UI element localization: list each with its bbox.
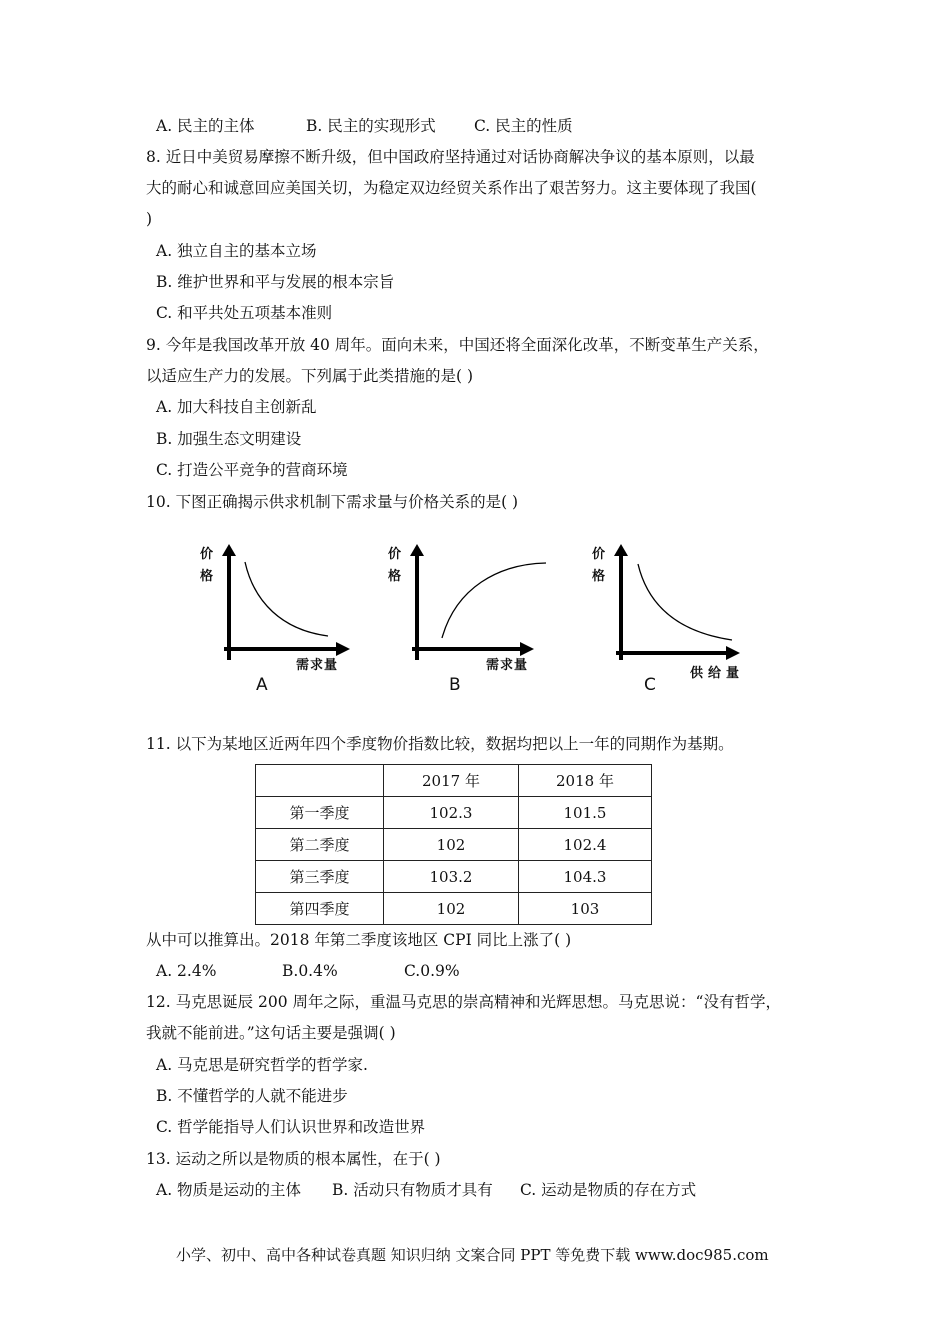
table-cell: 102: [384, 893, 519, 925]
table-cell: 103: [519, 893, 652, 925]
q9-option-a: A. 加大科技自主创新乱: [156, 398, 317, 416]
graph-b-letter: B: [449, 675, 461, 695]
table-row: [256, 861, 652, 893]
graph-a-y-arrow: [222, 544, 236, 556]
graph-a-xlabel: 需求量: [296, 658, 339, 673]
q7-option-c: C. 民主的性质: [474, 117, 573, 135]
q11-stem: 11. 以下为某地区近两年四个季度物价指数比较，数据均把以上一年的同期作为基期。: [146, 735, 734, 753]
q9-option-b: B. 加强生态文明建设: [156, 430, 302, 448]
graph-c: [582, 540, 772, 700]
graph-a: [190, 540, 380, 700]
q13-option-c: C. 运动是物质的存在方式: [520, 1181, 697, 1199]
graph-c-plot: [582, 540, 772, 670]
graph-a-x-arrow: [336, 642, 350, 656]
q12-option-c: C. 哲学能指导人们认识世界和改造世界: [156, 1118, 426, 1136]
table-cell: 第三季度: [256, 861, 384, 893]
graph-c-x-arrow: [726, 646, 740, 660]
q9-option-c: C. 打造公平竞争的营商环境: [156, 461, 348, 479]
table-cell: 101.5: [519, 797, 652, 829]
q10-stem: 10. 下图正确揭示供求机制下需求量与价格关系的是( ): [146, 493, 519, 511]
graph-b-xlabel: 需求量: [486, 658, 529, 673]
table-row: [256, 797, 652, 829]
table-cell: 第四季度: [256, 893, 384, 925]
table-cell: 102.3: [384, 797, 519, 829]
q12-stem-line2: 我就不能前进。”这句话主要是强调( ): [146, 1024, 396, 1042]
table-cell: 第二季度: [256, 829, 384, 861]
q9-stem-line1: 9. 今年是我国改革开放 40 周年。面向未来，中国还将全面深化改革，不断变革生产关系，: [146, 336, 769, 354]
q8-stem-line1: 8. 近日中美贸易摩擦不断升级，但中国政府坚持通过对话协商解决争议的基本原则，以最: [146, 148, 755, 166]
q11-option-a: A. 2.4%: [156, 962, 217, 980]
q8-option-b: B. 维护世界和平与发展的根本宗旨: [156, 273, 395, 291]
table-cell: 102: [384, 829, 519, 861]
q8-option-c: C. 和平共处五项基本准则: [156, 304, 333, 322]
cpi-table: [255, 764, 652, 925]
graph-b-ylabel: 价格: [388, 547, 402, 584]
graph-c-curve: [638, 564, 732, 640]
q7-option-a: A. 民主的主体: [156, 117, 255, 135]
q12-stem-line1: 12. 马克思诞辰 200 周年之际，重温马克思的崇高精神和光辉思想。马克思说：“没有哲学，: [146, 993, 781, 1011]
q12-option-a: A. 马克思是研究哲学的哲学家.: [156, 1056, 368, 1074]
graph-a-ylabel: 价格: [200, 547, 214, 584]
graph-a-letter: A: [256, 675, 268, 695]
graph-c-xlabel: 供给量: [690, 666, 745, 681]
q8-stem-line3: ): [146, 210, 153, 228]
table-cell: 104.3: [519, 861, 652, 893]
table-header-cell: 2018 年: [519, 765, 652, 797]
table-row: [256, 893, 652, 925]
table-header-cell: 2017 年: [384, 765, 519, 797]
table-row: [256, 829, 652, 861]
graph-a-curve: [245, 562, 328, 636]
table-header-row: [256, 765, 652, 797]
q13-stem: 13. 运动之所以是物质的根本属性，在于( ): [146, 1150, 441, 1168]
graph-b-curve: [442, 563, 546, 638]
q11-option-c: C.0.9%: [404, 962, 460, 980]
q9-stem-line2: 以适应生产力的发展。下列属于此类措施的是( ): [146, 367, 474, 385]
graph-b: [378, 540, 568, 700]
table-cell: 103.2: [384, 861, 519, 893]
q7-option-b: B. 民主的实现形式: [306, 117, 436, 135]
q8-option-a: A. 独立自主的基本立场: [156, 242, 317, 260]
graph-c-ylabel: 价格: [592, 547, 606, 584]
q13-option-b: B. 活动只有物质才具有: [332, 1181, 493, 1199]
q8-stem-line2: 大的耐心和诚意回应美国关切，为稳定双边经贸关系作出了艰苦努力。这主要体现了我国(: [146, 179, 757, 197]
page-footer: 小学、初中、高中各种试卷真题 知识归纳 文案合同 PPT 等免费下载 www.doc985.com: [176, 1246, 769, 1264]
graph-b-plot: [378, 540, 568, 670]
table-cell: 102.4: [519, 829, 652, 861]
table-cell: 第一季度: [256, 797, 384, 829]
q13-option-a: A. 物质是运动的主体: [156, 1181, 302, 1199]
graph-c-letter: C: [644, 675, 656, 695]
q12-option-b: B. 不懂哲学的人就不能进步: [156, 1087, 348, 1105]
q11-option-b: B.0.4%: [282, 962, 338, 980]
graph-b-y-arrow: [410, 544, 424, 556]
table-header-cell: [256, 765, 384, 797]
q11-after-table: 从中可以推算出。2018 年第二季度该地区 CPI 同比上涨了( ): [146, 931, 572, 949]
graph-a-plot: [190, 540, 380, 670]
graph-c-y-arrow: [614, 544, 628, 556]
